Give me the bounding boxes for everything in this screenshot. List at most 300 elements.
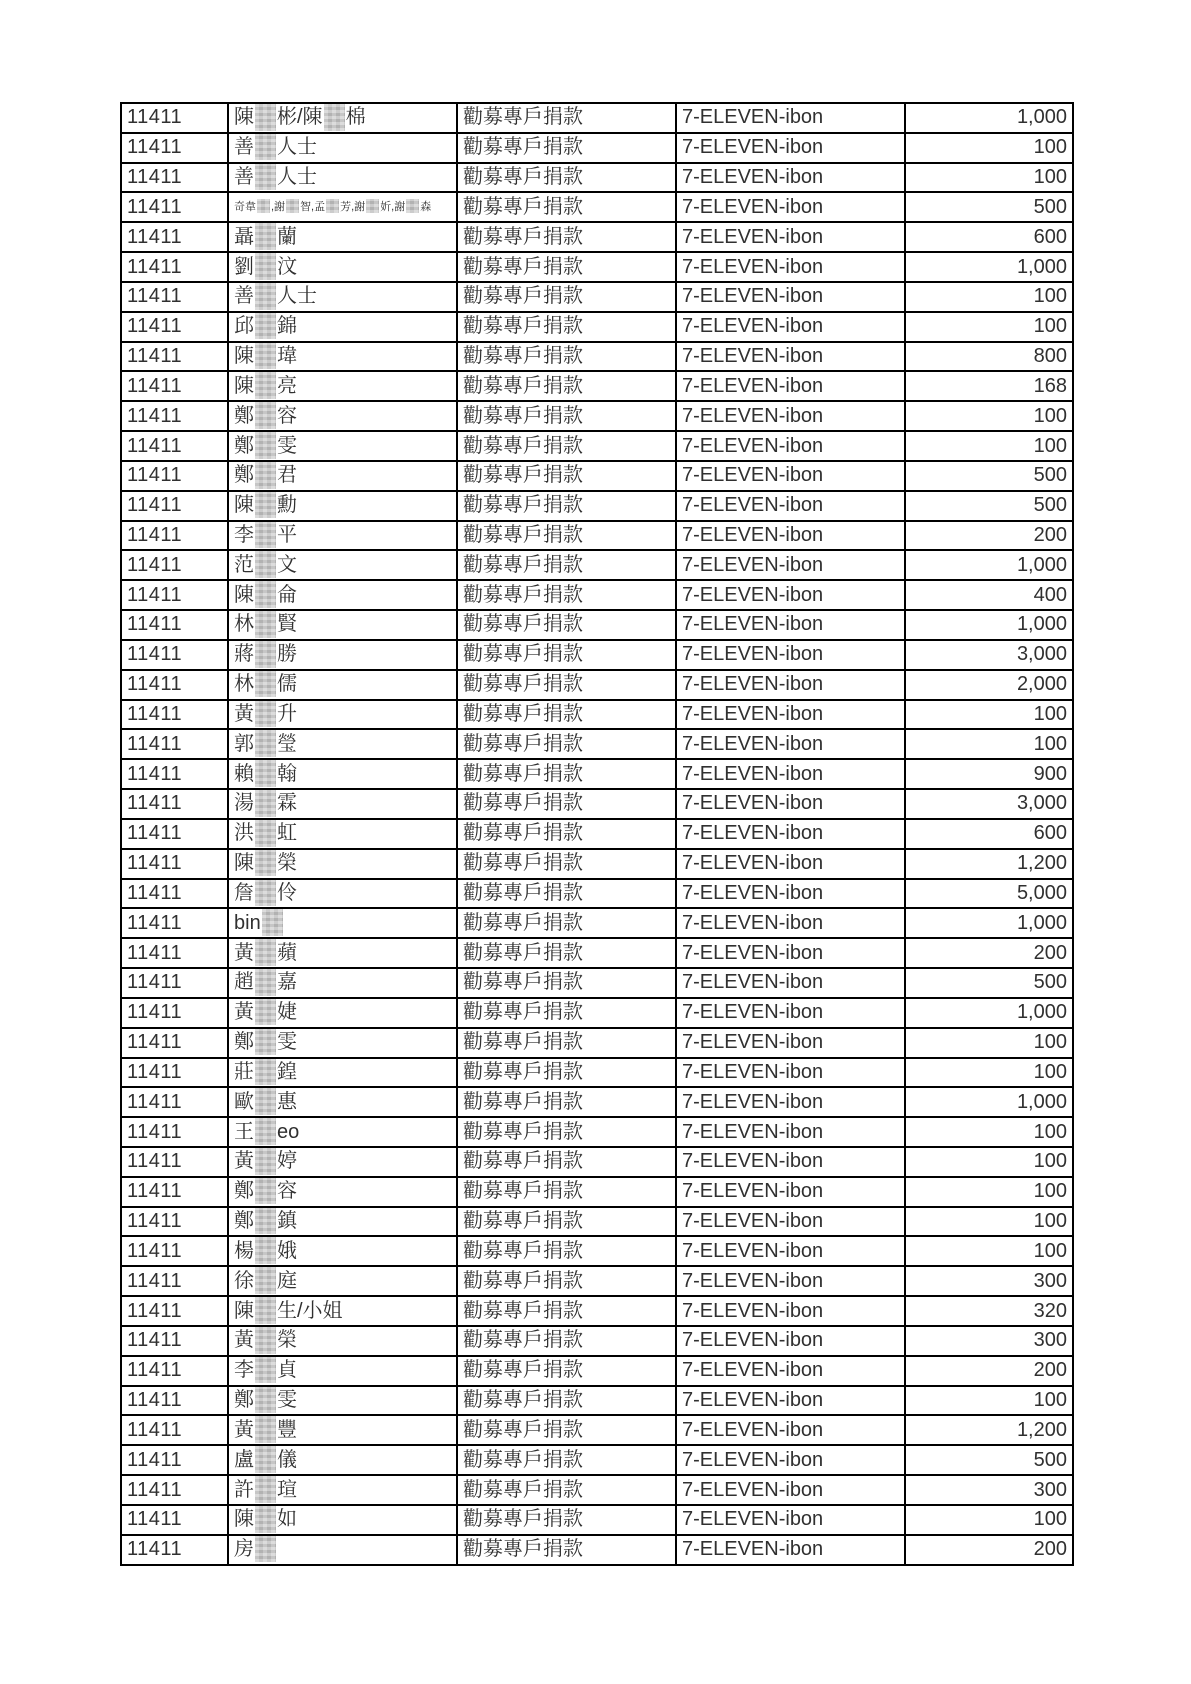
donation-type-cell: 勸募專戶捐款 xyxy=(457,1207,676,1237)
donor-cell: 歐 惠 xyxy=(228,1087,457,1117)
channel-cell: 7-ELEVEN-ibon xyxy=(676,1177,905,1207)
donor-cell: 劉 汶 xyxy=(228,252,457,282)
amount-cell: 100 xyxy=(905,1117,1073,1147)
redaction-box xyxy=(255,1297,276,1324)
period-cell: 11411 xyxy=(121,1177,228,1207)
period-cell: 11411 xyxy=(121,1356,228,1386)
redaction-box xyxy=(255,223,276,250)
channel-cell: 7-ELEVEN-ibon xyxy=(676,163,905,193)
redaction-box xyxy=(255,641,276,668)
period-cell: 11411 xyxy=(121,1028,228,1058)
channel-cell: 7-ELEVEN-ibon xyxy=(676,729,905,759)
table-row xyxy=(121,819,1073,849)
channel-cell: 7-ELEVEN-ibon xyxy=(676,1117,905,1147)
donation-type-cell: 勸募專戶捐款 xyxy=(457,819,676,849)
amount-cell: 200 xyxy=(905,1356,1073,1386)
period-cell: 11411 xyxy=(121,342,228,372)
period-cell: 11411 xyxy=(121,580,228,610)
table-row xyxy=(121,729,1073,759)
table-row xyxy=(121,1236,1073,1266)
redaction-box xyxy=(255,1028,276,1055)
period-cell: 11411 xyxy=(121,1207,228,1237)
channel-cell: 7-ELEVEN-ibon xyxy=(676,491,905,521)
period-cell: 11411 xyxy=(121,1535,228,1565)
redaction-box xyxy=(255,1356,276,1383)
period-cell: 11411 xyxy=(121,610,228,640)
donor-cell: 黃 婕 xyxy=(228,998,457,1028)
donation-type-cell: 勸募專戶捐款 xyxy=(457,908,676,938)
donation-type-cell: 勸募專戶捐款 xyxy=(457,1087,676,1117)
amount-cell: 300 xyxy=(905,1475,1073,1505)
donation-type-cell: 勸募專戶捐款 xyxy=(457,610,676,640)
amount-cell: 300 xyxy=(905,1266,1073,1296)
period-cell: 11411 xyxy=(121,1445,228,1475)
amount-cell: 500 xyxy=(905,968,1073,998)
donor-cell: 鄭 雯 xyxy=(228,1028,457,1058)
redaction-box xyxy=(255,730,276,757)
donor-cell: 聶 蘭 xyxy=(228,222,457,252)
redaction-box xyxy=(255,969,276,996)
donation-type-cell: 勸募專戶捐款 xyxy=(457,1028,676,1058)
channel-cell: 7-ELEVEN-ibon xyxy=(676,1266,905,1296)
table-row xyxy=(121,968,1073,998)
amount-cell: 500 xyxy=(905,461,1073,491)
donation-type-cell: 勸募專戶捐款 xyxy=(457,1117,676,1147)
period-cell: 11411 xyxy=(121,1147,228,1177)
period-cell: 11411 xyxy=(121,461,228,491)
channel-cell: 7-ELEVEN-ibon xyxy=(676,1147,905,1177)
channel-cell: 7-ELEVEN-ibon xyxy=(676,1445,905,1475)
amount-cell: 100 xyxy=(905,729,1073,759)
donor-cell: 蔣 勝 xyxy=(228,640,457,670)
donation-type-cell: 勸募專戶捐款 xyxy=(457,1058,676,1088)
channel-cell: 7-ELEVEN-ibon xyxy=(676,1356,905,1386)
table-row xyxy=(121,222,1073,252)
donor-cell: 王 eo xyxy=(228,1117,457,1147)
redaction-box xyxy=(286,199,299,213)
channel-cell: 7-ELEVEN-ibon xyxy=(676,461,905,491)
donation-type-cell: 勸募專戶捐款 xyxy=(457,1236,676,1266)
amount-cell: 100 xyxy=(905,1058,1073,1088)
channel-cell: 7-ELEVEN-ibon xyxy=(676,133,905,163)
donor-cell: 房 xyxy=(228,1535,457,1565)
donation-type-cell: 勸募專戶捐款 xyxy=(457,252,676,282)
period-cell: 11411 xyxy=(121,908,228,938)
amount-cell: 900 xyxy=(905,759,1073,789)
channel-cell: 7-ELEVEN-ibon xyxy=(676,1087,905,1117)
channel-cell: 7-ELEVEN-ibon xyxy=(676,789,905,819)
redaction-box xyxy=(255,521,276,548)
donation-type-cell: 勸募專戶捐款 xyxy=(457,1177,676,1207)
donation-type-cell: 勸募專戶捐款 xyxy=(457,1356,676,1386)
channel-cell: 7-ELEVEN-ibon xyxy=(676,1058,905,1088)
redaction-box xyxy=(255,462,276,489)
donor-cell: 楊 娥 xyxy=(228,1236,457,1266)
donor-cell: 林 賢 xyxy=(228,610,457,640)
table-row xyxy=(121,759,1073,789)
table-row xyxy=(121,1087,1073,1117)
donation-type-cell: 勸募專戶捐款 xyxy=(457,103,676,133)
donor-cell: 陳 生/小姐 xyxy=(228,1296,457,1326)
donation-type-cell: 勸募專戶捐款 xyxy=(457,550,676,580)
donation-type-cell: 勸募專戶捐款 xyxy=(457,1535,676,1565)
table-row xyxy=(121,1356,1073,1386)
amount-cell: 100 xyxy=(905,431,1073,461)
donor-cell: 黃 豐 xyxy=(228,1415,457,1445)
table-row xyxy=(121,252,1073,282)
amount-cell: 1,000 xyxy=(905,550,1073,580)
table-row xyxy=(121,192,1073,222)
period-cell: 11411 xyxy=(121,133,228,163)
table-row xyxy=(121,700,1073,730)
redaction-box xyxy=(255,1267,276,1294)
period-cell: 11411 xyxy=(121,431,228,461)
redaction-box xyxy=(255,1118,276,1145)
donor-cell: 黃 婷 xyxy=(228,1147,457,1177)
period-cell: 11411 xyxy=(121,312,228,342)
redaction-box xyxy=(255,253,276,280)
amount-cell: 5,000 xyxy=(905,879,1073,909)
period-cell: 11411 xyxy=(121,879,228,909)
channel-cell: 7-ELEVEN-ibon xyxy=(676,521,905,551)
donor-cell: 湯 霖 xyxy=(228,789,457,819)
redaction-box xyxy=(255,163,276,190)
donation-type-cell: 勸募專戶捐款 xyxy=(457,163,676,193)
redaction-box xyxy=(324,104,345,131)
channel-cell: 7-ELEVEN-ibon xyxy=(676,700,905,730)
amount-cell: 100 xyxy=(905,163,1073,193)
table-row xyxy=(121,371,1073,401)
table-row xyxy=(121,1296,1073,1326)
donation-type-cell: 勸募專戶捐款 xyxy=(457,401,676,431)
table-row xyxy=(121,1028,1073,1058)
period-cell: 11411 xyxy=(121,849,228,879)
table-row xyxy=(121,1535,1073,1565)
table-row xyxy=(121,580,1073,610)
donation-type-cell: 勸募專戶捐款 xyxy=(457,461,676,491)
table-row xyxy=(121,640,1073,670)
donation-type-cell: 勸募專戶捐款 xyxy=(457,282,676,312)
amount-cell: 500 xyxy=(905,491,1073,521)
amount-cell: 320 xyxy=(905,1296,1073,1326)
redaction-box xyxy=(257,199,270,213)
period-cell: 11411 xyxy=(121,163,228,193)
amount-cell: 100 xyxy=(905,312,1073,342)
period-cell: 11411 xyxy=(121,640,228,670)
donation-type-cell: 勸募專戶捐款 xyxy=(457,1147,676,1177)
amount-cell: 100 xyxy=(905,1236,1073,1266)
redaction-box xyxy=(255,1088,276,1115)
table-row xyxy=(121,1445,1073,1475)
period-cell: 11411 xyxy=(121,1087,228,1117)
donor-cell: 鄭 容 xyxy=(228,401,457,431)
table-row xyxy=(121,401,1073,431)
donation-type-cell: 勸募專戶捐款 xyxy=(457,789,676,819)
donation-type-cell: 勸募專戶捐款 xyxy=(457,491,676,521)
redaction-box xyxy=(255,1535,276,1562)
table-row xyxy=(121,491,1073,521)
channel-cell: 7-ELEVEN-ibon xyxy=(676,968,905,998)
channel-cell: 7-ELEVEN-ibon xyxy=(676,849,905,879)
amount-cell: 500 xyxy=(905,1445,1073,1475)
redaction-box xyxy=(255,342,276,369)
donation-type-cell: 勸募專戶捐款 xyxy=(457,312,676,342)
donor-cell: 林 儒 xyxy=(228,670,457,700)
period-cell: 11411 xyxy=(121,192,228,222)
donation-type-cell: 勸募專戶捐款 xyxy=(457,1415,676,1445)
donation-type-cell: 勸募專戶捐款 xyxy=(457,670,676,700)
donor-cell: 善 人士 xyxy=(228,282,457,312)
redaction-box xyxy=(406,199,419,213)
table-row xyxy=(121,938,1073,968)
amount-cell: 500 xyxy=(905,192,1073,222)
amount-cell: 200 xyxy=(905,938,1073,968)
donation-type-cell: 勸募專戶捐款 xyxy=(457,1505,676,1535)
donor-cell: 鄭 君 xyxy=(228,461,457,491)
period-cell: 11411 xyxy=(121,789,228,819)
period-cell: 11411 xyxy=(121,491,228,521)
donor-cell: 賴 翰 xyxy=(228,759,457,789)
amount-cell: 100 xyxy=(905,133,1073,163)
channel-cell: 7-ELEVEN-ibon xyxy=(676,759,905,789)
redaction-box xyxy=(255,581,276,608)
donor-cell: 李 貞 xyxy=(228,1356,457,1386)
donation-type-cell: 勸募專戶捐款 xyxy=(457,700,676,730)
period-cell: 11411 xyxy=(121,819,228,849)
donation-type-cell: 勸募專戶捐款 xyxy=(457,1296,676,1326)
amount-cell: 600 xyxy=(905,222,1073,252)
channel-cell: 7-ELEVEN-ibon xyxy=(676,908,905,938)
donation-type-cell: 勸募專戶捐款 xyxy=(457,879,676,909)
table-row xyxy=(121,670,1073,700)
period-cell: 11411 xyxy=(121,401,228,431)
donor-cell: 黃 榮 xyxy=(228,1326,457,1356)
donation-type-cell: 勸募專戶捐款 xyxy=(457,759,676,789)
amount-cell: 200 xyxy=(905,521,1073,551)
donor-cell: 李 平 xyxy=(228,521,457,551)
channel-cell: 7-ELEVEN-ibon xyxy=(676,1415,905,1445)
amount-cell: 3,000 xyxy=(905,640,1073,670)
period-cell: 11411 xyxy=(121,998,228,1028)
redaction-box xyxy=(255,1476,276,1503)
redaction-box xyxy=(255,790,276,817)
donor-cell: 鄭 容 xyxy=(228,1177,457,1207)
donation-type-cell: 勸募專戶捐款 xyxy=(457,640,676,670)
table-row xyxy=(121,103,1073,133)
redaction-box xyxy=(255,133,276,160)
amount-cell: 300 xyxy=(905,1326,1073,1356)
period-cell: 11411 xyxy=(121,1475,228,1505)
channel-cell: 7-ELEVEN-ibon xyxy=(676,312,905,342)
redaction-box xyxy=(326,199,339,213)
amount-cell: 1,000 xyxy=(905,1087,1073,1117)
redaction-box xyxy=(255,1506,276,1533)
channel-cell: 7-ELEVEN-ibon xyxy=(676,282,905,312)
channel-cell: 7-ELEVEN-ibon xyxy=(676,1475,905,1505)
redaction-box xyxy=(255,760,276,787)
redaction-box xyxy=(255,611,276,638)
redaction-box xyxy=(255,670,276,697)
table-row xyxy=(121,1386,1073,1416)
amount-cell: 100 xyxy=(905,700,1073,730)
channel-cell: 7-ELEVEN-ibon xyxy=(676,1028,905,1058)
amount-cell: 800 xyxy=(905,342,1073,372)
donor-cell: 陳 瑋 xyxy=(228,342,457,372)
redaction-box xyxy=(255,104,276,131)
period-cell: 11411 xyxy=(121,700,228,730)
redaction-box xyxy=(262,909,283,936)
table-row xyxy=(121,461,1073,491)
table-row xyxy=(121,849,1073,879)
table-row xyxy=(121,163,1073,193)
amount-cell: 100 xyxy=(905,1505,1073,1535)
table-row xyxy=(121,1475,1073,1505)
period-cell: 11411 xyxy=(121,1505,228,1535)
channel-cell: 7-ELEVEN-ibon xyxy=(676,610,905,640)
donation-table-body xyxy=(121,103,1073,1565)
table-row xyxy=(121,908,1073,938)
period-cell: 11411 xyxy=(121,103,228,133)
amount-cell: 100 xyxy=(905,1147,1073,1177)
redaction-box xyxy=(255,879,276,906)
donor-cell: 鄭 雯 xyxy=(228,1386,457,1416)
donation-type-cell: 勸募專戶捐款 xyxy=(457,1326,676,1356)
donor-cell: 洪 虹 xyxy=(228,819,457,849)
amount-cell: 200 xyxy=(905,1535,1073,1565)
period-cell: 11411 xyxy=(121,252,228,282)
donor-cell: 范 文 xyxy=(228,550,457,580)
period-cell: 11411 xyxy=(121,1296,228,1326)
table-row xyxy=(121,998,1073,1028)
channel-cell: 7-ELEVEN-ibon xyxy=(676,1236,905,1266)
donor-cell: 郭 瑩 xyxy=(228,729,457,759)
donation-type-cell: 勸募專戶捐款 xyxy=(457,371,676,401)
period-cell: 11411 xyxy=(121,1236,228,1266)
channel-cell: 7-ELEVEN-ibon xyxy=(676,998,905,1028)
period-cell: 11411 xyxy=(121,729,228,759)
period-cell: 11411 xyxy=(121,1058,228,1088)
period-cell: 11411 xyxy=(121,1117,228,1147)
redaction-box xyxy=(255,491,276,518)
channel-cell: 7-ELEVEN-ibon xyxy=(676,103,905,133)
amount-cell: 1,200 xyxy=(905,1415,1073,1445)
amount-cell: 100 xyxy=(905,1177,1073,1207)
donation-type-cell: 勸募專戶捐款 xyxy=(457,968,676,998)
redaction-box xyxy=(255,1207,276,1234)
donation-type-cell: 勸募專戶捐款 xyxy=(457,1475,676,1505)
channel-cell: 7-ELEVEN-ibon xyxy=(676,819,905,849)
channel-cell: 7-ELEVEN-ibon xyxy=(676,550,905,580)
table-row xyxy=(121,1326,1073,1356)
period-cell: 11411 xyxy=(121,282,228,312)
table-row xyxy=(121,1147,1073,1177)
donation-type-cell: 勸募專戶捐款 xyxy=(457,192,676,222)
donation-type-cell: 勸募專戶捐款 xyxy=(457,431,676,461)
table-row xyxy=(121,521,1073,551)
period-cell: 11411 xyxy=(121,1326,228,1356)
donor-cell: 徐 庭 xyxy=(228,1266,457,1296)
period-cell: 11411 xyxy=(121,1386,228,1416)
amount-cell: 1,000 xyxy=(905,610,1073,640)
table-row xyxy=(121,1177,1073,1207)
amount-cell: 2,000 xyxy=(905,670,1073,700)
channel-cell: 7-ELEVEN-ibon xyxy=(676,1296,905,1326)
redaction-box xyxy=(255,1177,276,1204)
redaction-box xyxy=(255,1058,276,1085)
channel-cell: 7-ELEVEN-ibon xyxy=(676,879,905,909)
donation-type-cell: 勸募專戶捐款 xyxy=(457,938,676,968)
donation-type-cell: 勸募專戶捐款 xyxy=(457,1266,676,1296)
table-row xyxy=(121,312,1073,342)
redaction-box xyxy=(255,1148,276,1175)
table-row xyxy=(121,431,1073,461)
channel-cell: 7-ELEVEN-ibon xyxy=(676,252,905,282)
channel-cell: 7-ELEVEN-ibon xyxy=(676,580,905,610)
donation-type-cell: 勸募專戶捐款 xyxy=(457,1445,676,1475)
redaction-box xyxy=(255,1327,276,1354)
amount-cell: 100 xyxy=(905,1386,1073,1416)
channel-cell: 7-ELEVEN-ibon xyxy=(676,1535,905,1565)
donation-type-cell: 勸募專戶捐款 xyxy=(457,849,676,879)
redaction-box xyxy=(255,551,276,578)
amount-cell: 3,000 xyxy=(905,789,1073,819)
donor-cell: 盧 儀 xyxy=(228,1445,457,1475)
redaction-box xyxy=(255,998,276,1025)
donor-cell: 許 瑄 xyxy=(228,1475,457,1505)
donation-type-cell: 勸募專戶捐款 xyxy=(457,342,676,372)
redaction-box xyxy=(255,1446,276,1473)
redaction-box xyxy=(255,1237,276,1264)
redaction-box xyxy=(255,402,276,429)
donor-cell: 莊 鍠 xyxy=(228,1058,457,1088)
donation-type-cell: 勸募專戶捐款 xyxy=(457,521,676,551)
amount-cell: 600 xyxy=(905,819,1073,849)
amount-cell: 400 xyxy=(905,580,1073,610)
donor-cell: 陳 侖 xyxy=(228,580,457,610)
amount-cell: 1,000 xyxy=(905,908,1073,938)
donation-type-cell: 勸募專戶捐款 xyxy=(457,580,676,610)
period-cell: 11411 xyxy=(121,222,228,252)
donor-cell: 黃 蘋 xyxy=(228,938,457,968)
channel-cell: 7-ELEVEN-ibon xyxy=(676,1326,905,1356)
donor-cell: 黃 升 xyxy=(228,700,457,730)
donor-cell: 善 人士 xyxy=(228,163,457,193)
table-row xyxy=(121,1505,1073,1535)
channel-cell: 7-ELEVEN-ibon xyxy=(676,371,905,401)
period-cell: 11411 xyxy=(121,759,228,789)
channel-cell: 7-ELEVEN-ibon xyxy=(676,640,905,670)
donation-table xyxy=(120,102,1074,1566)
amount-cell: 1,000 xyxy=(905,998,1073,1028)
donor-cell: 鄭 鎮 xyxy=(228,1207,457,1237)
amount-cell: 1,000 xyxy=(905,103,1073,133)
channel-cell: 7-ELEVEN-ibon xyxy=(676,192,905,222)
donation-type-cell: 勸募專戶捐款 xyxy=(457,1386,676,1416)
table-row xyxy=(121,1207,1073,1237)
donor-cell: 趙 嘉 xyxy=(228,968,457,998)
table-row xyxy=(121,789,1073,819)
amount-cell: 1,200 xyxy=(905,849,1073,879)
channel-cell: 7-ELEVEN-ibon xyxy=(676,222,905,252)
donation-type-cell: 勸募專戶捐款 xyxy=(457,133,676,163)
redaction-box xyxy=(255,372,276,399)
channel-cell: 7-ELEVEN-ibon xyxy=(676,342,905,372)
amount-cell: 100 xyxy=(905,282,1073,312)
donor-cell: 善 人士 xyxy=(228,133,457,163)
table-row xyxy=(121,1266,1073,1296)
redaction-box xyxy=(255,1386,276,1413)
donor-cell: 陳 勳 xyxy=(228,491,457,521)
